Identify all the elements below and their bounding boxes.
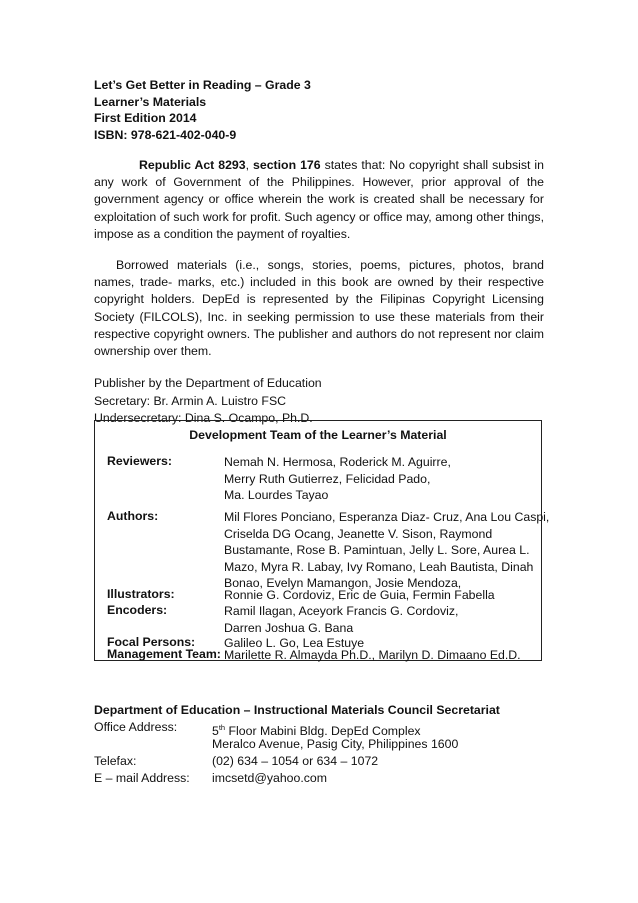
- team-name-line: Criselda DG Ocang, Jeanette V. Sison, Raymond: [224, 526, 493, 541]
- team-names: [224, 587, 536, 604]
- team-box-title: Development Team of the Learner’s Material: [189, 428, 447, 442]
- book-title: Let’s Get Better in Reading – Grade 3: [94, 78, 311, 92]
- email-label: E – mail Address:: [94, 771, 190, 785]
- borrowed-materials-paragraph: Borrowed materials (i.e., songs, stories, poems, pictures, photos, brand names, trade- marks, etc.) included in this book are owned by their respective copyright holders. DepEd is represented by the Filipinas Copyright Licensing Society (FILCOLS), Inc. in seeking permission to use these materials from their respective copyright owners. The publisher and authors do not represent nor claim ownership over them.: [94, 258, 544, 359]
- secretary-line: Secretary: Br. Armin A. Luistro FSC: [94, 393, 287, 408]
- copyright-text: states that: No copyright shall subsist in any work of Government of the Philippines. However, prior approval of the government agency or office wherein the work is created shall be necessary for exploitation of such work for profit. Such agency or office may, among other things, impose as a condition the payment of royalties.: [94, 158, 544, 241]
- floor-ordinal: th: [218, 723, 226, 732]
- team-name-line: Ramil Ilagan, Aceyork Francis G. Cordoviz,: [224, 604, 459, 618]
- team-name-line: Bonao, Evelyn Mamangon, Josie Mendoza,: [224, 576, 462, 590]
- office-address-label: Office Address:: [94, 720, 178, 734]
- office-address-row: [94, 719, 544, 736]
- book-isbn: ISBN: 978-621-402-040-9: [94, 127, 237, 142]
- act-section: section 176: [253, 158, 321, 172]
- team-name-line: Ronnie G. Cordoviz, Eric de Guia, Fermin Fabella: [224, 588, 495, 602]
- telefax-label: Telefax:: [94, 754, 137, 768]
- team-name-line: Nemah N. Hermosa, Roderick M. Aguirre,: [224, 455, 451, 469]
- team-role: Focal Persons:: [107, 635, 196, 649]
- office-address-row-2: [94, 736, 544, 753]
- team-names: [224, 647, 536, 664]
- team-role: Authors:: [107, 509, 159, 523]
- team-role: Reviewers:: [107, 454, 172, 468]
- email-row: [94, 770, 544, 787]
- book-edition: First Edition 2014: [94, 111, 197, 125]
- email-value: imcsetd@yahoo.com: [212, 771, 328, 785]
- team-role: Encoders:: [107, 603, 168, 617]
- team-name-line: Ma. Lourdes Tayao: [224, 488, 329, 502]
- floor-number: 5: [212, 724, 219, 738]
- document-page: [94, 77, 544, 428]
- department-block: [94, 702, 544, 787]
- team-name-line: Mazo, Myra R. Labay, Ivy Romano, Leah Bautista, Dinah: [224, 559, 534, 574]
- team-name-line: Merry Ruth Gutierrez, Felicidad Pado,: [224, 471, 431, 486]
- team-names: [224, 454, 536, 504]
- office-address-rest: Floor Mabini Bldg. DepEd Complex: [225, 724, 421, 738]
- book-subtitle: Learner’s Materials: [94, 94, 207, 109]
- telefax-row: [94, 753, 544, 770]
- team-name-line: Marilette R. Almayda Ph.D., Marilyn D. Dimaano Ed.D.: [224, 648, 521, 662]
- development-team-box: [94, 420, 550, 662]
- team-role: Management Team:: [107, 647, 221, 661]
- office-address-line2: Meralco Avenue, Pasig City, Philippines 1600: [212, 737, 459, 751]
- team-name-line: Galileo L. Go, Lea Estuye: [224, 636, 365, 650]
- team-role: Illustrators:: [107, 587, 175, 601]
- act-separator: ,: [245, 158, 254, 172]
- undersecretary-line: Undersecretary: Dina S. Ocampo, Ph.D.: [94, 411, 313, 426]
- department-title: Department of Education – Instructional Materials Council Secretariat: [94, 703, 500, 717]
- team-name-line: Mil Flores Ponciano, Esperanza Diaz- Cruz, Ana Lou Caspi,: [224, 510, 550, 524]
- act-name: Republic Act 8293: [139, 158, 246, 172]
- publisher-line: Publisher by the Department of Education: [94, 376, 322, 391]
- telefax-value: (02) 634 – 1054 or 634 – 1072: [212, 754, 379, 768]
- copyright-paragraph: [94, 157, 544, 243]
- team-names: [224, 603, 536, 636]
- team-name-line: Darren Joshua G. Bana: [224, 620, 354, 635]
- team-name-line: Bustamante, Rose B. Pamintuan, Jelly L. Sore, Aurea L.: [224, 543, 530, 557]
- team-names: [224, 509, 550, 592]
